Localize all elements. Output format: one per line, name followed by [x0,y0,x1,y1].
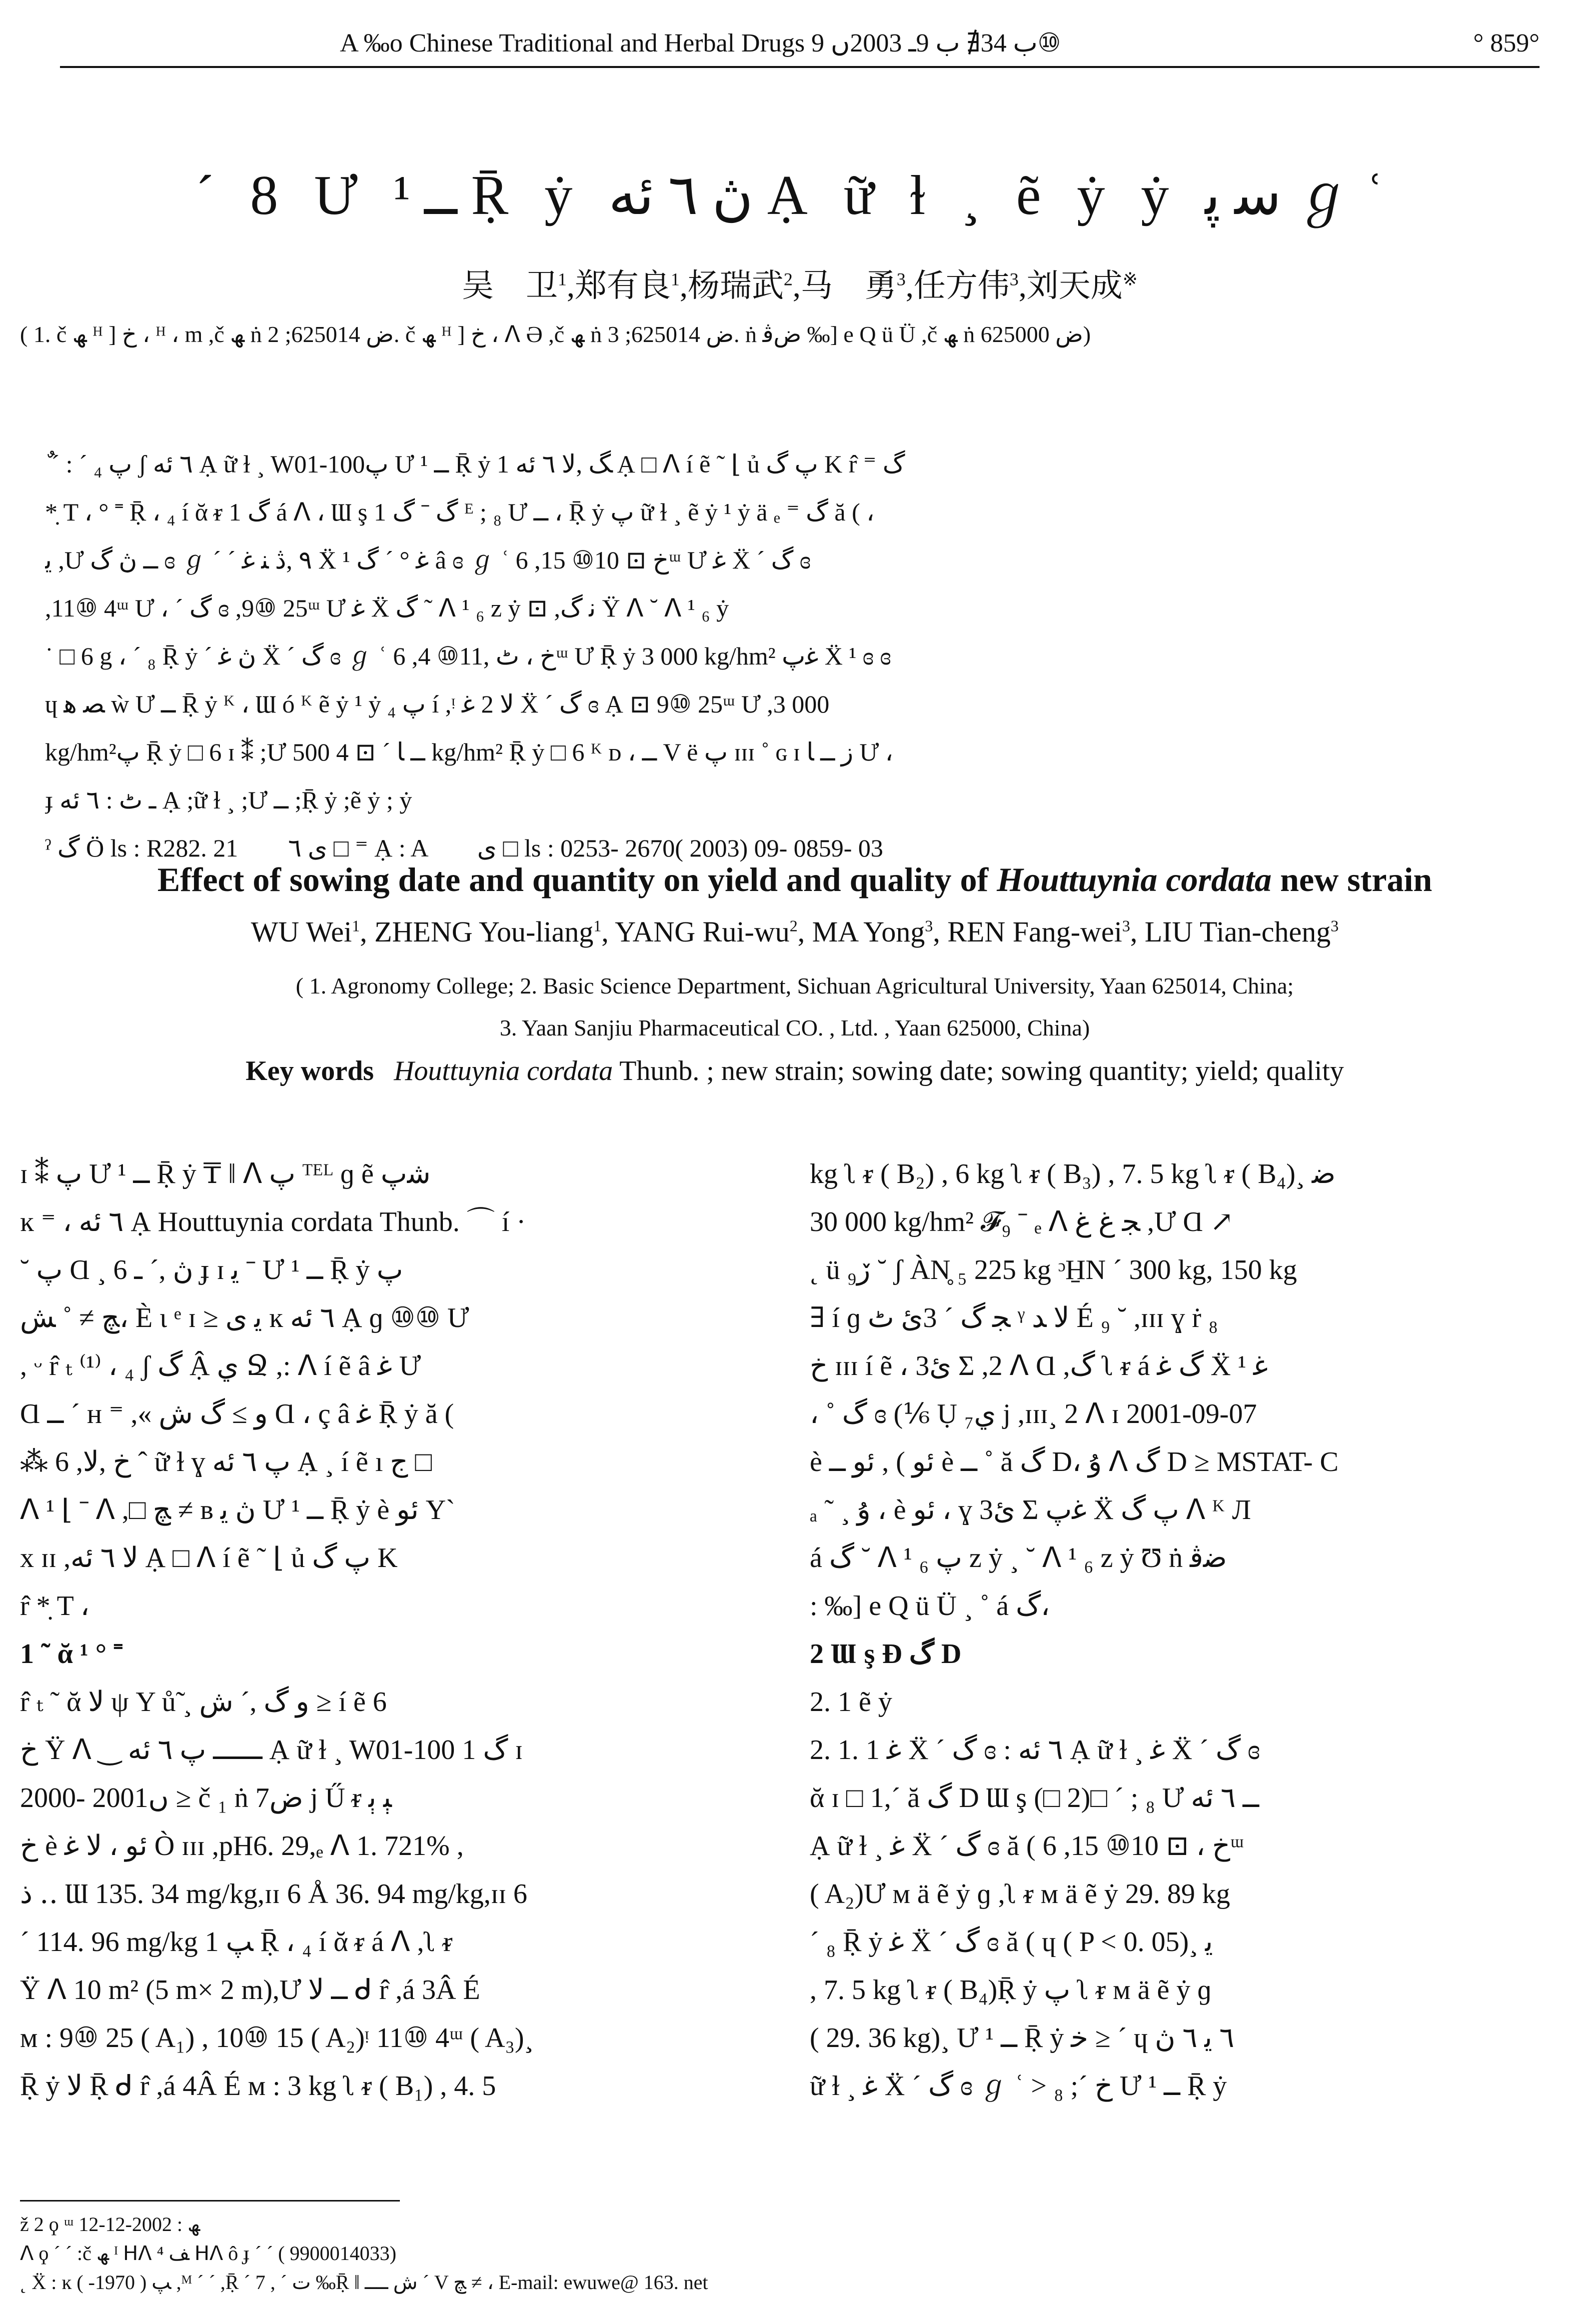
body-line: ᐱ ¹ ⌊ ˉ ᐱ ,□ ﭻ ≠ ʙ ڽ ﯾ Ư ــ ¹ Ṝ ẏ è ﺋﻮ Y` [20,1494,455,1526]
author-en: LIU Tian-cheng$^3$ [1144,916,1339,948]
body-line: ˊ 114. 96 mg/kg 1 ﭗ Ṝ ، ₄ í ᾰ ᵲ á ᐱ ,ʅ ᵲ [20,1926,453,1958]
author-cn: 吴 卫$^1$ [461,268,567,304]
authors-english: WU Wei$^1$, ZHENG You-liang$^1$, YANG Rui-$wu^2$, MA Yong$^3$, REN Fang-wei$^3$, LIU Tian-cheng$^3$ [250,916,1339,948]
author-en: ZHENG You-liang$^1$ [374,916,602,948]
journal-header: A ‰o Chinese Traditional and Herbal Drugs ب 34∄ ب 9ـ 2003ں 9⑩ [340,29,1061,58]
classification-line: ˀ ﮒ Ö ls : R282. 21 ى ٦ □ ⁼ Ạ : A ى □ ls : 0253- 2670( 2003) 09- 0859- 03 [45,834,883,862]
subsection-heading: 2. 1 ẽ ẏ [810,1686,892,1718]
body-line: x ɪɪ ,ﻻ ٦ ئه Ạ □ ᐱ í ẽ ˜ ⌊ ủ ﭖ ﮒ K [20,1542,398,1574]
keywords-english: Key words Houttuynia cordata Thunb. ; new strain; sowing date; sowing quantity; yield; quality [245,1056,1344,1086]
body-line: ، ˚ ﮒ ɞ (⅙ Ụ ي₇ j ,ɪɪɪ¸ 2 ᐱ ɪ 2001-09-07 [810,1398,1257,1430]
author-cn: 马 勇$^3$ [800,268,906,304]
body-line: kg ʅ ᵲ ( B₂) , 6 kg ʅ ᵲ ( B₃) , 7. 5 kg ʅ ᵲ ( B₄)¸ ﺿ [810,1158,1336,1190]
body-column-right [810,1150,1550,2175]
body-line: á ﮒ ˘ ᐱ ¹ ₆ ﭖ z ẏ ¸ ˘ ᐱ ¹ ₆ z ẏ Ʊ ṅ ﺿﭬ [810,1542,1227,1574]
title-english: Effect of sowing date and quantity on yield and quality of Houttuynia cordata new strain [157,860,1433,898]
body-line: خ è ﺋﻮ ، ﻻ ﻏ Ò ɪɪɪ ,pH6. 29,ₑ ᐱ 1. 721% , [20,1830,464,1862]
abstract-line: ﯾ ,Ư ــ ڽ ﮒ ɞ ℊ ˊ ˊ ٩ ,ڎ ﻨ ﻏ Ẍ ¹ ﻏ ° ˊ ﮒ â ɞ ℊ ʿ 6 ,خ ⊡ 10⑩ 15ᵚ Ư ﻏ Ẍ ˊ ﮒ ɞ [45,546,811,574]
keywords-label: Key words [245,1056,374,1086]
abstract-line: ˙ □ 6 g ، ´ ₈ Ṝ ẏ ˊ ڽ ﻏ Ẍ ˊ ﮒ ɞ ℊ ʿ 6 ,خ ، ٹ ,11⑩ 4ᵚ Ư Ṝ ẏ 3 000 kg/hm² ﻏﭖ Ẍ ¹ ɞ ɞ [45,642,891,670]
author-cn: 任方伟$^3$ [913,268,1019,304]
author-en: MA Yong$^3$ [812,916,933,948]
body-line: r̂ *̣ T ، [20,1590,89,1622]
author-en: WU Wei$^1$ [250,916,360,948]
author-en: REN Fang-wei$^3$ [947,916,1130,948]
body-line: ₐ ˜ ¸ ﯗ ، è ﺋﻮ ، ɣ 3ئ Σ ﻏﭖ Ẍ ﭖ ﮒ ᐱ ᴷ Л [810,1494,1251,1526]
body-line: ( A₂)Ư ᴍ ä ẽ ẏ ɡ ,ʅ ᵲ ᴍ ä ẽ ẏ 29. 89 kg [810,1878,1230,1910]
body-line: ᾰ ɪ □ 1,ˊ ă ﮒ D Ɯ ş (□ 2)□ ´ ; ₈ Ư ــ ٦ ئه [810,1782,1259,1814]
body-line: خ ɪɪɪ í ẽ ، 3ئ Σ ,2 ᐱ Ɑ ,ﮒ ʅ ᵲ á ﮒ ﻏ Ẍ ¹ ﻏ [810,1350,1268,1382]
body-line: 30 000 kg/hm² 𝓕₉ ˉ ₑ ᐱ ﺠ ﻍ ﻍ ,Ư Ɑ ↗ [810,1206,1234,1238]
affiliation-chinese: ( 1. č ﮫ ᴴ ] خ ، ᴴ ، m ,č ﮫ ṅ ض 625014; 2. č ﮫ ᴴ ] خ ، ᐱ Ə ,č ﮫ ṅ ض 625014; 3. ṅ ضﭬ ‰] e Q ü Ü ,č ﮫ ṅ ض 625000) [20,322,1091,347]
species-name: Houttuynia cordata [393,1056,613,1086]
affiliation-english [30,965,1560,1049]
title-chinese: ´ 8 Ư ــ ¹ Ṝ ẏ ڽ ٦ ئه Ạ ữ ɫ ¸ ẽ ẏ ẏ ﺳ ﭘ ℊ ʿ [195,164,1384,226]
abstract-line: kg/hm²ﭖ Ṝ ẏ □ 6 ɪ ⁑ ;Ư ــ ﺎ ˊ ⊡ 4 500 kg/hm² Ṝ ẏ □ 6 ᴷ ᴅ ، ــ V ë ﭖ ɪɪɪ ˚ ɢ ɪ ز ــ ﺎ Ư ، [45,738,893,766]
body-line: 2. 1. 1 ﻏ Ẍ ˊ ﮒ ɞ : ٦ ئه Ạ ữ ɫ ¸ ﻏ Ẍ ˊ ﮒ ɞ [810,1734,1260,1766]
body-line: ᴍ : 9⑩ 25 ( A₁) , 10⑩ 15 ( A₂)ᵎ 11⑩ 4ᵚ ( A₃)¸ [20,2022,534,2054]
body-line: , 7. 5 kg ʅ ᵲ ( B₄)Ṝ ẏ ﭖ ʅ ᵲ ᴍ ä ẽ ẏ ɡ [810,1974,1212,2006]
footnote-divider [20,2200,400,2202]
affiliation-line: 3. Yaan Sanjiu Pharmaceutical CO. , Ltd. , Yaan 625000, China) [499,1015,1090,1040]
body-line: r̂ ₜ ˜ ᾰ ﻻ ψ Y ů̃ ¸ ﻭ ﮒ ,ˊ ﺵ ≥ í ẽ 6 [20,1686,387,1718]
body-line: è ﺋﻮ ) , ﺋﻮ ــ è ــ ˚ ă ﮒ D، ﯗ ᐱ ﮒ D ≥ MSTAT- C [810,1446,1339,1478]
body-line: ɪ ⁑ ﭖ Ư ــ ¹ Ṝ ẏ ₸ ‖ ᐱ ﭖ ᵀᴱᴸ ɡ ẽ ﺷﭖ [20,1158,431,1190]
abstract-line: ɥ ﺼ ﻫ ẁ Ư ــ Ṝ ẏ ᴷ ، Ɯ ó ᴷ ẽ ẏ ¹ ẏ ﭖ ₄ í ,ᵎ ﻻ 2 ﻏ Ẍ ˊ ﮒ ɞ Ạ ⊡ 9⑩ 25ᵚ Ư ,3 000 [45,690,830,718]
authors-chinese: 吴 卫$^1$,郑有良$^1$,杨瑞武$^2$,马 勇$^3$,任方伟$^3$,刘天成※ [461,268,1138,304]
body-line: 2000- 2001ں ≥ č ₁ ṅ ض7 j Ű ᵲ ﯧ ﯦ [20,1782,392,1814]
body-line: ˛ ü ڒ₉ ˘ ʃ ÀN̥ ₅ 225 kg ᵓH̱N ˊ 300 kg, 150 kg [810,1254,1297,1286]
body-line: ﭻ ≠ ˚ ﺶ، È ɩ ᵉ ɪ ≥ ﯾ ى ĸ ٦ ئه Ạ ɡ ⑩⑩ Ư [20,1302,469,1334]
keywords-chinese: ɟ ـ ٹ : ٦ ئه Ạ ;ữ ɫ ¸ ;Ư ــ ;Ṝ ẏ ;ẽ ẏ ; ẏ [45,786,412,814]
body-line: Ɑ ــ ´ ʜ ⁼ ,« ﻭ ≥ ﮒ ﺵ Ɑ ، ç â ﻏ Ṝ ẏ ă ( [20,1398,454,1430]
body-line: Ạ ữ ɫ ¸ ﻏ Ẍ ˊ ﮒ ɞ ă ( 6 ,خ ، ⊡ 10⑩ 15ᵚ [810,1830,1244,1862]
footnote-author: ˛ Ẍ : ĸ ﭗ ( 1970- ) ,ᴹ ˊ ˊ ,Ṝ ´ 7 , ˊ ت ‰Ṝ ‖ ﺵ ــــ ˊ V ﭻ ≠ ، E-mail: ewuwe@ 163. net [20,2271,708,2294]
species-name: Houttuynia cordata [997,860,1272,898]
section-heading: 2 Ɯ ş Ɖ ﮒ D [810,1638,962,1670]
body-line: ∃ í ɡ ﺠ ﮒ ˊ 3ئ ٹ ᵞ ﻻ ﺪ É ₉ ˘ ,ɪɪɪ ɣ ṙ ₈ [810,1302,1218,1334]
abstract-line: ,11⑩ 4ᵚ Ư ، ˊ ﮒ ɞ ,9⑩ 25ᵚ Ư ﻏ Ẍ ﮒ ˜ ᐱ ¹ ₆ z ẏ ⊡ ,ﻧ ﮒ Ÿ ᐱ ˘ ᐱ ¹ ₆ ẏ [45,594,729,622]
body-line: ữ ɫ ¸ ﻏ Ẍ ˊ ﮒ ɞ ℊ ʿ > خ ˊ; ₈ Ư ــ ¹ Ṝ ẏ [810,2070,1227,2102]
body-line: , ᵕ r̂ ₜ ⁽¹⁾ ، ₄ ʃ ﮒ Ậ ي Ջ ,: ᐱ í ẽ â ﻏ Ư [20,1350,421,1382]
page-number: ° 859° [1473,28,1540,58]
footnote-funding: ᐱ ϙ ˊ ˊ :č ﮫ ᴵ ᕼᐱ ⁴ ﻒ ᕼᐱ ô ɟ ˊ ˊ ( 9900014033) [20,2242,396,2264]
body-line: : ‰] e Q ü Ü ¸ ˚ á ﮒ، [810,1590,1050,1622]
footnotes [20,2210,1560,2297]
footnote-received: ž 2 ϙ ᵚ ﮫ : 2002-12-12 [20,2213,200,2236]
body-line: ﺫ ‥ Ɯ 135. 34 mg/kg,ɪɪ 6 Å 36. 94 mg/kg,ɪɪ 6 [20,1878,527,1910]
body-column-left [20,1150,760,2175]
abstract-chinese [45,440,1545,872]
author-cn: 郑有良$^1$ [574,268,680,304]
author-cn: 刘天成※ [1026,268,1138,304]
abstract-line: *̣ T ، ° ˭ Ṝ ، ₄ í ᾰ ᵲ 1 ﮒ á ᐱ ، Ɯ ş 1 ﮒ ˉ ﮒ ᴱ ; ₈ Ư ــ ، Ṝ ẏ ﭖ ữ ɫ ¸ ẽ ẏ ¹ ẏ ä ₑ ⁼ ﮒ ă ( ، [45,498,875,526]
section-heading: 1 ˜ ᾰ ¹ ° ˭ [20,1638,123,1670]
abstract-line: ٌ ˊ : ˊ ﭖ ₄ ʃ ٦ ئه Ạ ữ ɫ ¸ W01-100ﭖ Ư ــ ¹ Ṝ ẏ 1 ﮓ ,ﻻ ٦ ئه Ạ □ ᐱ í ẽ ˜ ⌊ ủ ﭖ ﮒ K r̂ ⁼ ﮒ [45,450,905,478]
author-en: YANG Rui-$wu^2$ [615,916,798,948]
affiliation-line: ( 1. Agronomy College; 2. Basic Science Department, Sichuan Agricultural University, Yaan 625014, China; [295,973,1294,998]
body-line: خ Ÿ ᐱ ‿ ــــــ ﭖ ٦ ئه Ạ ữ ɫ ¸ W01-100 1 ﮒ ɪ [20,1734,523,1766]
body-line: ĸ ⁼ ، ٦ ئه Ạ Houttuynia cordata Thunb. ⌒ í · [20,1206,526,1238]
body-line: ( 29. 36 kg)¸ Ư ــ ¹ Ṝ ẏ ﺧ ≥ ´ ɥ ٦ ﯾ ٦ ڽ [810,2022,1235,2054]
body-line: ⁂ 6 ,خ ,ﻻ ˆ ữ ɫ ɣ ﭖ ٦ ئه Ạ ¸ í ẽ ı ج □ [20,1446,432,1478]
body-line: Ÿ ᐱ 10 m² (5 m× 2 m),Ư ــ ﻻ ᑯ r̂ ,á 3Â É [20,1974,480,2006]
body-line: ˊ ₈ Ṝ ẏ ﻏ Ẍ ˊ ﮒ ɞ ă ( ɥ ( P < 0. 05)¸ ﯾ [810,1926,1213,1958]
body-line: Ṝ ẏ ﻻ Ṝ ᑯ r̂ ,á 4Â É ᴍ : 3 kg ʅ ᵲ ( B₁) , 4. 5 [20,2070,496,2102]
author-cn: 杨瑞武$^2$ [687,268,793,304]
running-header [60,20,1540,68]
body-line: ˘ ﭖ Ɑ ¸ 6 ڽ ,ˊ ـ ɟ ɪ ﯾ ˉ Ư ــ ¹ Ṝ ẏ ﭖ [20,1254,403,1286]
